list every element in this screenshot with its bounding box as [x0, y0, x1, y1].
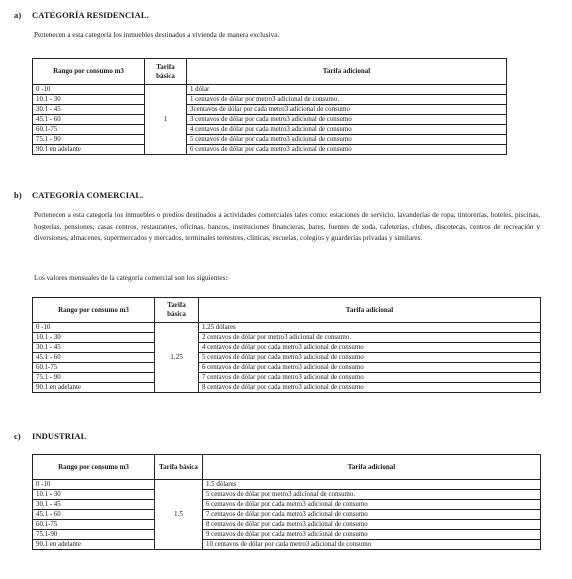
table-row [33, 530, 541, 540]
additional-cell: 1.25 dólares [199, 323, 541, 333]
table-row [33, 480, 541, 490]
table-row [33, 540, 541, 550]
range-cell: 90.1 en adelante [33, 383, 155, 393]
additional-cell: 7 centavos de dólar por cada metro3 adicional de consumo [203, 510, 541, 520]
section-title: CATEGORÍA RESIDENCIAL. [32, 10, 149, 20]
range-cell: 0 -10 [33, 85, 145, 95]
section-letter: c) [14, 431, 21, 441]
table-row [33, 95, 507, 105]
range-cell: 30.1 - 45 [33, 500, 155, 510]
range-cell: 10.1 - 30 [33, 333, 155, 343]
table-row [33, 383, 541, 393]
table-row [33, 323, 541, 333]
rates-table-residencial [32, 58, 507, 155]
range-cell: 45.1 - 60 [33, 510, 155, 520]
additional-cell: 6 centavos de dólar por cada metro3 adicional de consumo [187, 145, 507, 155]
header-additional: Tarifa adicional [187, 59, 507, 85]
table-row [33, 135, 507, 145]
table-row [33, 125, 507, 135]
section-intro: Pertenecen a esta categoría los inmuebles destinados a vivienda de manera exclusiva. [34, 31, 280, 39]
table-row [33, 510, 541, 520]
section-title: INDUSTRIAL [32, 431, 87, 441]
additional-cell: 8 centavos de dólar por cada metro3 adicional de consumo [199, 383, 541, 393]
range-cell: 45.1 - 60 [33, 115, 145, 125]
additional-cell: 9 centavos de dólar por cada metro3 adicional de consumo [203, 530, 541, 540]
range-cell: 10.1 - 30 [33, 95, 145, 105]
additional-cell: 5 centavos de dólar por cada metro3 adicional de consumo [199, 353, 541, 363]
header-range: Rango por consumo m3 [33, 59, 145, 85]
table-row [33, 85, 507, 95]
header-base: Tarifa básica [155, 298, 199, 323]
range-cell: 90.1 en adelante [33, 145, 145, 155]
additional-cell: 3centavos de dólar por cada metro3 adicional de consumo [187, 105, 507, 115]
header-base: Tarifa básica [145, 59, 187, 85]
table-row [33, 500, 541, 510]
section-intro-values: Los valores mensuales de la categoría comercial son los siguientes: [34, 274, 228, 282]
additional-cell: 8 centavos de dólar por cada metro3 adicional de consumo [203, 520, 541, 530]
table-row [33, 115, 507, 125]
section-title: CATEGORÍA COMERCIAL. [32, 190, 144, 200]
header-base: Tarifa básica [155, 455, 203, 480]
range-cell: 60.1-75 [33, 520, 155, 530]
additional-cell: 6 centavos de dólar por cada metro3 adicional de consumo [203, 500, 541, 510]
table-row [33, 490, 541, 500]
additional-cell: 6 centavos de dólar por cada metro3 adicional de consumo [199, 363, 541, 373]
table-row [33, 520, 541, 530]
base-rate-cell: 1 [145, 85, 187, 155]
section-letter: a) [14, 10, 22, 20]
header-additional: Tarifa adicional [199, 298, 541, 323]
additional-cell: 1 centavos de dólar por metro3 adicional de consumo. [187, 95, 507, 105]
header-range: Rango por consumo m3 [33, 455, 155, 480]
range-cell: 75.1-90 [33, 530, 155, 540]
additional-cell: 3 centavos de dólar por cada metro3 adicional de consumo [187, 115, 507, 125]
header-range: Rango por consumo m3 [33, 298, 155, 323]
table-row [33, 105, 507, 115]
section-heading-residencial [14, 10, 149, 20]
additional-cell: 5 centavos de dólar por cada metro3 adicional de consumo [187, 135, 507, 145]
additional-cell: 10 centavos de dólar por cada metro3 adicional de consumo [203, 540, 541, 550]
range-cell: 60.1-75 [33, 363, 155, 373]
range-cell: 30.1 - 45 [33, 105, 145, 115]
table-row [33, 333, 541, 343]
table-row [33, 363, 541, 373]
range-cell: 0 -10 [33, 480, 155, 490]
additional-cell: 4 centavos de dólar por cada metro3 adicional de consumo [199, 343, 541, 353]
section-heading-comercial [14, 190, 143, 200]
table-row [33, 145, 507, 155]
additional-cell: 1.5 dólares [203, 480, 541, 490]
base-rate-cell: 1.5 [155, 480, 203, 550]
range-cell: 75.1 - 90 [33, 373, 155, 383]
rates-table-comercial [32, 297, 541, 393]
table-header-row [33, 455, 541, 480]
additional-cell: 1 dólar [187, 85, 507, 95]
section-intro: Pertenecen a esta categoría los inmuebles o predios destinados a actividades comerciales tales como: estaciones de servicio, lavanderías de ropa, tintorerías, hoteles, piscinas, hosterías, pensiones, casas centros, restaurantes, oficinas, bancos, instituciones financieras, bares, fuentes de soda, cafeterías, clubes, discotecas, centros de recreación y diversiones, almacenes, supermercados y mercados, terminales terrestres, clínicas, escuelas, colegios y guarderías privadas y similares. [34, 211, 540, 243]
rates-table-industrial [32, 454, 541, 550]
table-row [33, 343, 541, 353]
table-row [33, 353, 541, 363]
table-header-row [33, 59, 507, 85]
range-cell: 90.1 en adelante [33, 540, 155, 550]
range-cell: 0 -10 [33, 323, 155, 333]
header-additional: Tarifa adicional [203, 455, 541, 480]
range-cell: 30.1 - 45 [33, 343, 155, 353]
range-cell: 75.1 - 90 [33, 135, 145, 145]
additional-cell: 4 centavos de dólar por cada metro3 adicional de consumo [187, 125, 507, 135]
additional-cell: 5 centavos de dólar por metro3 adicional de consumo. [203, 490, 541, 500]
section-letter: b) [14, 190, 22, 200]
additional-cell: 7 centavos de dólar por cada metro3 adicional de consumo [199, 373, 541, 383]
table-header-row [33, 298, 541, 323]
section-heading-industrial [14, 431, 86, 441]
range-cell: 45.1 - 60 [33, 353, 155, 363]
base-rate-cell: 1.25 [155, 323, 199, 393]
range-cell: 10.1 - 30 [33, 490, 155, 500]
table-row [33, 373, 541, 383]
additional-cell: 2 centavos de dólar por metro3 adicional de consumo. [199, 333, 541, 343]
range-cell: 60.1-75 [33, 125, 145, 135]
